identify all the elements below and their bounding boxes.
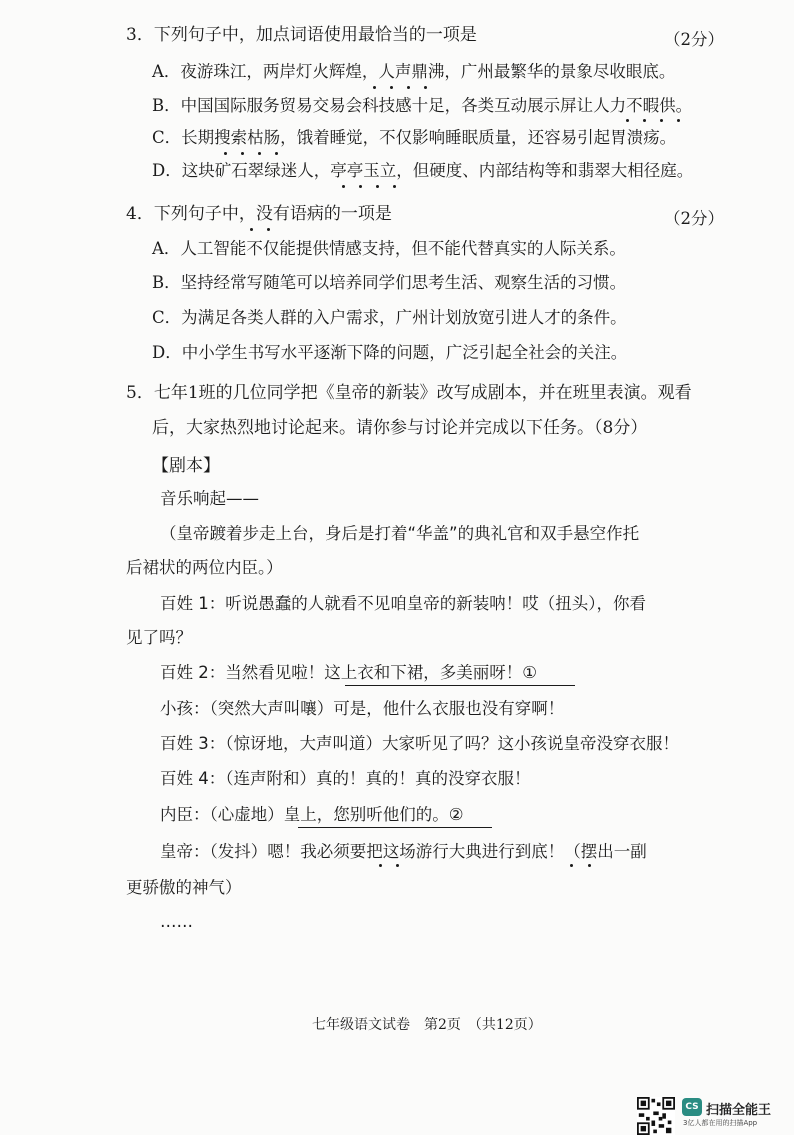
emphasis-dot	[241, 152, 244, 155]
emphasis-dot	[359, 185, 362, 188]
script-line-villager-1-cont: 见了吗？	[126, 628, 192, 647]
question-4-option-b: B．坚持经常写随笔可以培养同学们思考生活、观察生活的习惯。	[152, 273, 627, 292]
camscanner-logo-icon: CS	[682, 1098, 702, 1116]
underline-2	[298, 827, 492, 828]
question-3-stem: 3．下列句子中，加点词语使用最恰当的一项是	[126, 25, 477, 45]
question-4-option-c: C．为满足各类人群的入户需求，广州计划放宽引进人才的条件。	[152, 308, 627, 327]
speaker-label: 内臣：（心虚地）	[160, 805, 284, 824]
watermark-app-name: 扫描全能王	[706, 1103, 772, 1118]
emphasis-dot	[258, 152, 261, 155]
page-footer: 七年级语文试卷 第2页 （共12页）	[312, 1017, 542, 1033]
emphasis-dot	[660, 119, 663, 122]
underline-1	[345, 685, 575, 686]
emphasis-dot	[396, 864, 399, 867]
script-line-villager-4: 百姓 4：（连声附和）真的！真的！真的没穿衣服！	[160, 769, 531, 788]
script-stage-direction-line-2: 后裙状的两位内臣。）	[126, 558, 283, 577]
question-4-option-a: A．人工智能不仅能提供情感支持，但不能代替真实的人际关系。	[152, 239, 626, 258]
emphasis-dot	[342, 185, 345, 188]
emphasis-dot	[376, 185, 379, 188]
watermark-tagline: 3亿人都在用的扫描App	[683, 1119, 758, 1127]
question-4-score: （2分）	[664, 209, 724, 228]
emphasis-dot	[677, 119, 680, 122]
emphasis-dot	[626, 119, 629, 122]
script-heading: 【剧本】	[152, 456, 220, 476]
emphasis-dot	[267, 228, 270, 231]
question-5-stem-line-2: 后，大家热烈地讨论起来。请你参与讨论并完成以下任务。（8分）	[152, 418, 648, 438]
emphasis-dot	[379, 864, 382, 867]
question-4-stem: 4．下列句子中，没有语病的一项是	[126, 204, 392, 224]
question-3-option-a: A．夜游珠江，两岸灯火辉煌，人声鼎沸，广州最繁华的景象尽收眼底。	[152, 62, 676, 81]
script-line-villager-2	[160, 663, 537, 683]
underlined-sentence-1: 这上衣和下裙，多美丽呀！①	[324, 663, 538, 682]
emphasis-dot	[588, 864, 591, 867]
script-stage-direction-line-1: （皇帝踱着步走上台，身后是打着“华盖”的典礼官和双手悬空作托	[160, 524, 640, 543]
script-line-emperor-cont: 更骄傲的神气）	[126, 878, 242, 897]
script-music-cue: 音乐响起——	[160, 489, 259, 508]
emphasis-dot	[390, 86, 393, 89]
question-5-stem-line-1: 5．七年1班的几位同学把《皇帝的新装》改写成剧本，并在班里表演。观看	[126, 383, 692, 403]
emphasis-dot	[373, 86, 376, 89]
question-3-option-b: B．中国国际服务贸易交易会科技感十足，各类互动展示屏让人力不暇供。	[152, 96, 693, 115]
emphasis-dot	[570, 864, 573, 867]
script-ellipsis: ……	[160, 912, 193, 931]
question-4-option-d: D．中小学生书写水平逐渐下降的问题，广泛引起全社会的关注。	[152, 343, 628, 362]
script-line-villager-1: 百姓 1：听说愚蠢的人就看不见咱皇帝的新装呐！哎（扭头），你看	[160, 594, 646, 613]
qr-code-icon	[637, 1097, 675, 1135]
script-line-child: 小孩：（突然大声叫嚷）可是，他什么衣服也没有穿啊！	[160, 699, 565, 718]
emphasis-dot	[393, 185, 396, 188]
script-line-minister	[160, 805, 464, 825]
underlined-sentence-2: 皇上，您别听他们的。②	[283, 805, 464, 824]
emphasis-dot	[224, 152, 227, 155]
emphasis-dot	[424, 86, 427, 89]
script-line-villager-3: 百姓 3：（惊讶地，大声叫道）大家听见了吗？这小孩说皇帝没穿衣服！	[160, 734, 679, 753]
speaker-label: 百姓 2：当然看见啦！	[160, 663, 325, 682]
emphasis-dot	[250, 228, 253, 231]
emphasis-dot	[643, 119, 646, 122]
emphasis-dot	[275, 152, 278, 155]
emphasis-dot	[407, 86, 410, 89]
question-3-option-d: D．这块矿石翠绿迷人，亭亭玉立，但硬度、内部结构等和翡翠大相径庭。	[152, 161, 694, 180]
question-3-option-c: C．长期搜索枯肠，饿着睡觉，不仅影响睡眠质量，还容易引起胃溃疡。	[152, 128, 677, 147]
question-3-score: （2分）	[664, 30, 724, 49]
script-line-emperor: 皇帝：（发抖）嗯！我必须要把这场游行大典进行到底！（摆出一副	[160, 842, 647, 861]
